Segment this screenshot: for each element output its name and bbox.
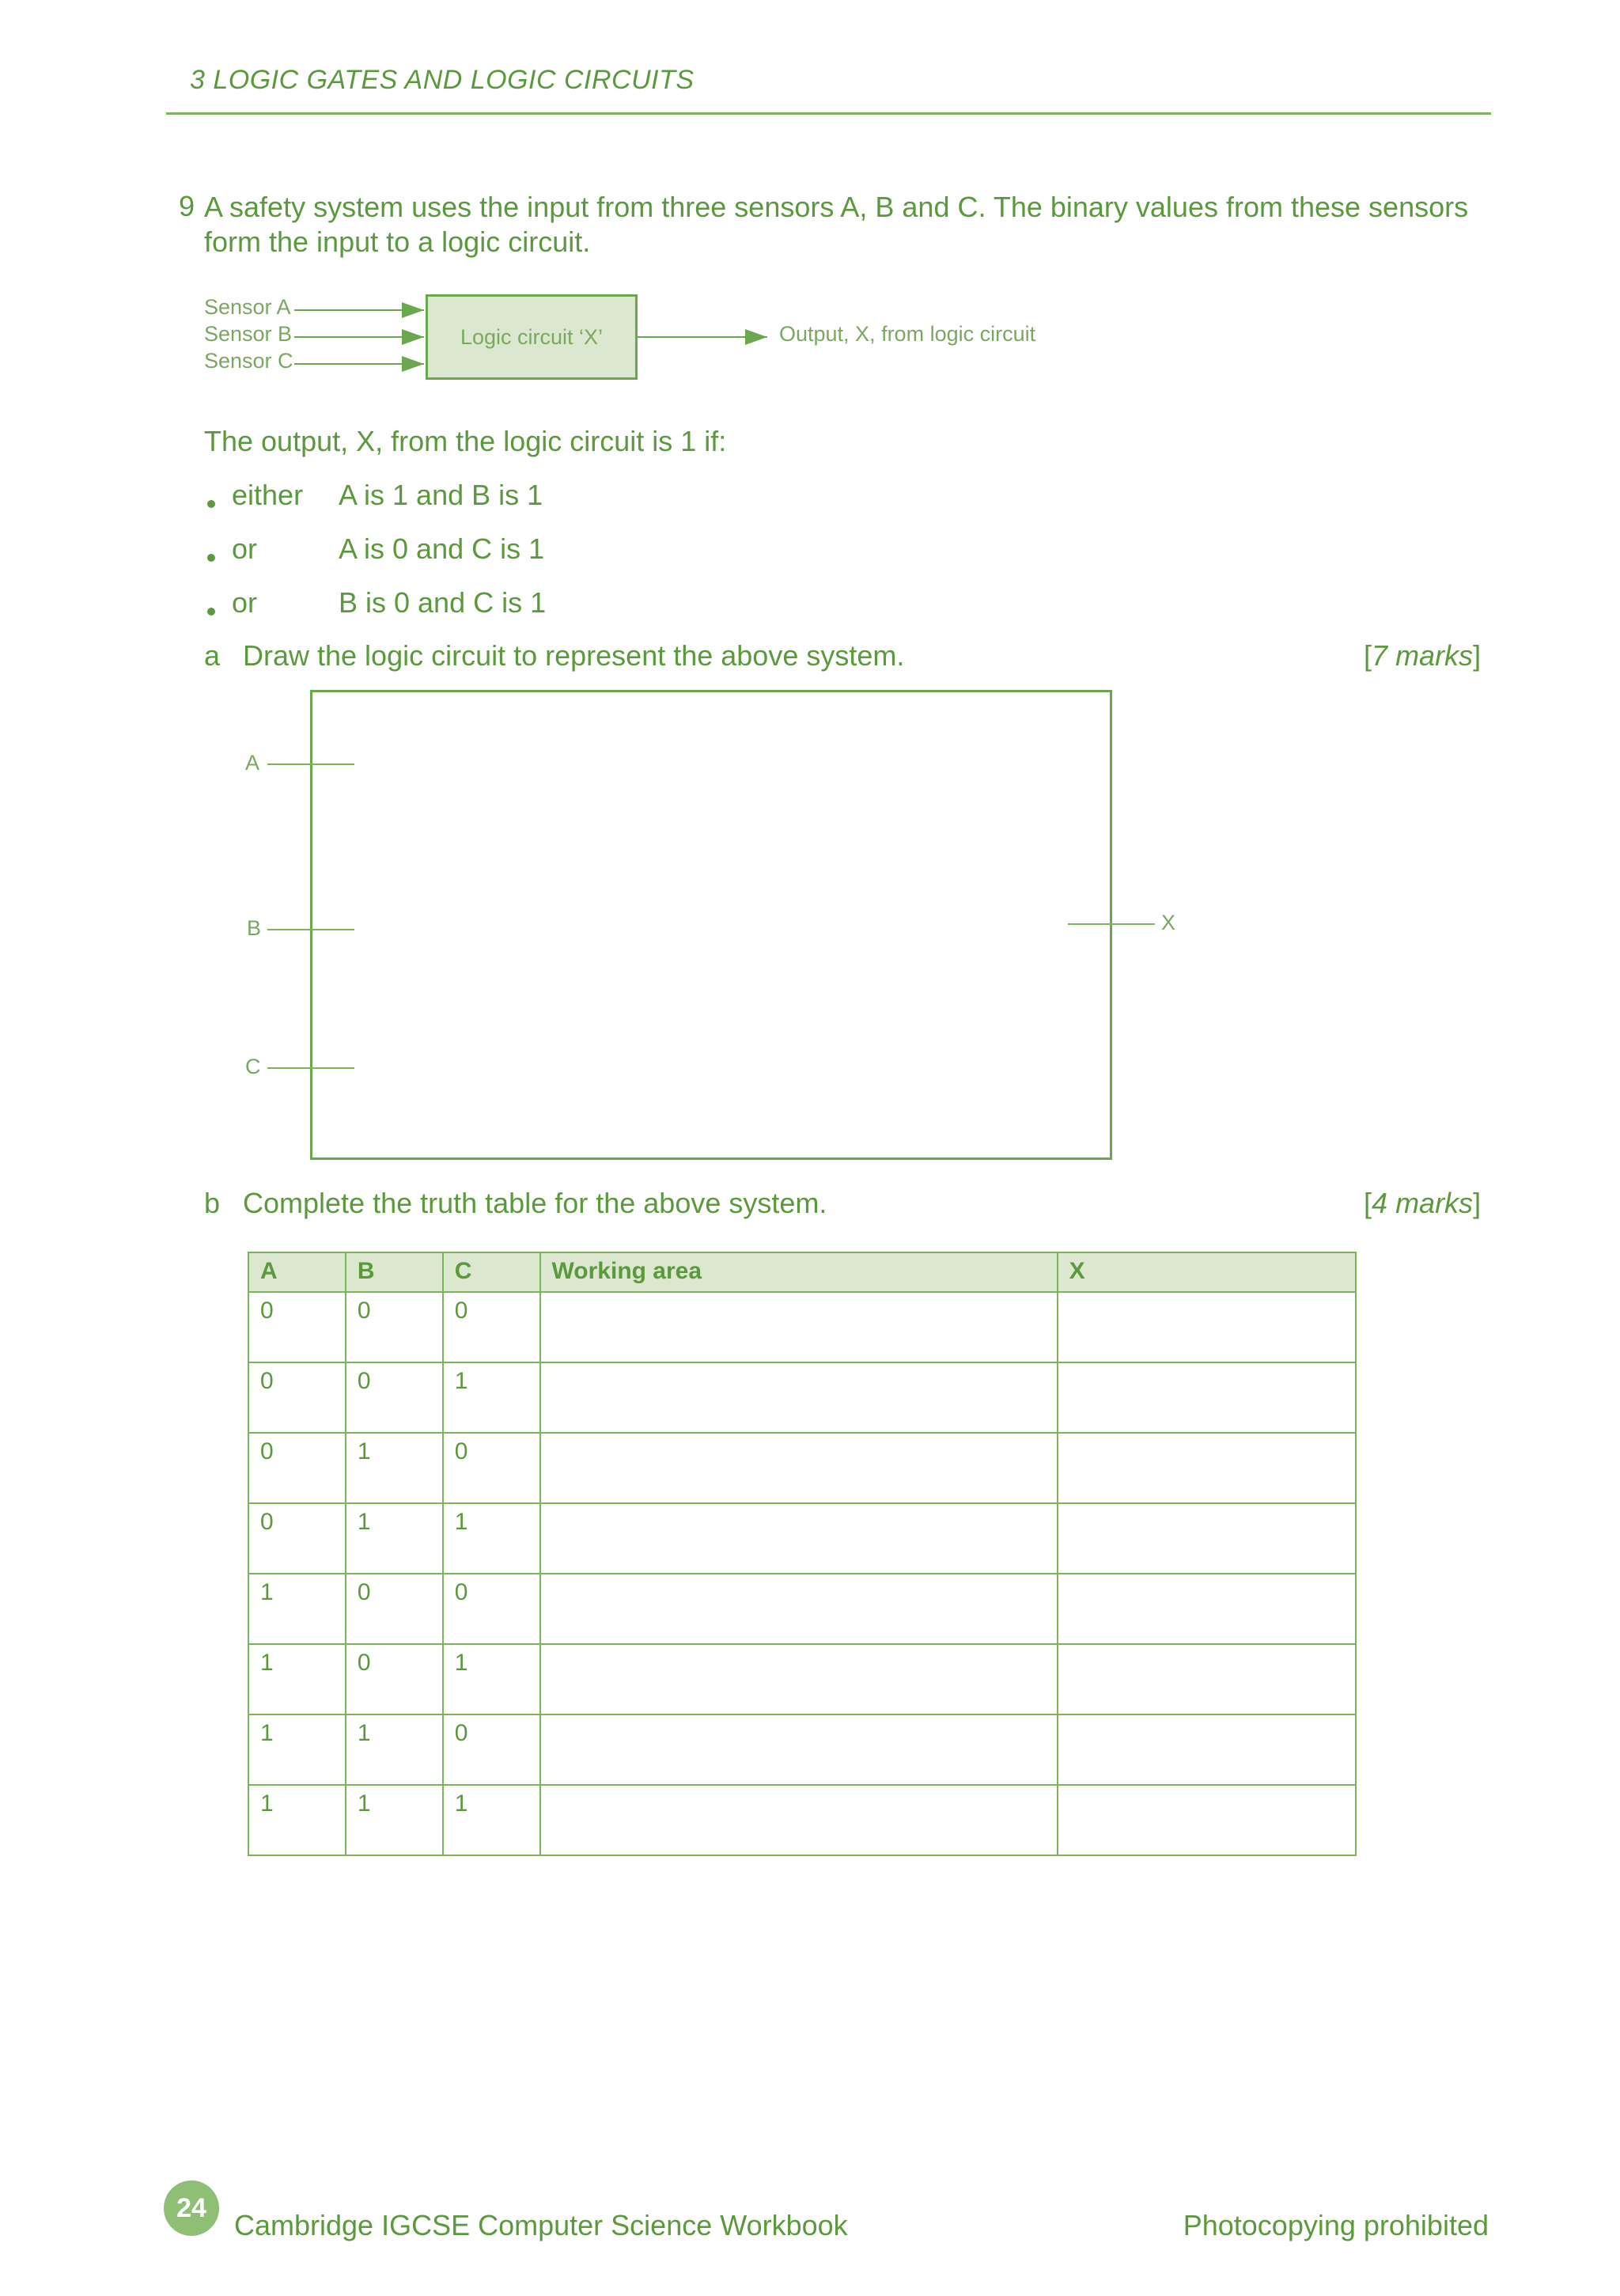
cell-c: 1 xyxy=(443,1644,540,1714)
sensor-a-label: Sensor A xyxy=(204,295,291,319)
input-a-label: A xyxy=(245,751,260,775)
part-a-marks-word: marks xyxy=(1395,639,1474,672)
cell-c: 1 xyxy=(443,1362,540,1433)
sensor-c-label: Sensor C xyxy=(204,349,293,373)
table-row xyxy=(248,1433,1356,1503)
cell-working-area[interactable] xyxy=(540,1433,1058,1503)
cell-b: 0 xyxy=(346,1362,443,1433)
part-b-marks-word: marks xyxy=(1395,1187,1474,1219)
input-c-label: C xyxy=(245,1055,261,1078)
header-a: A xyxy=(248,1252,346,1292)
cell-working-area[interactable] xyxy=(540,1785,1058,1855)
cell-c: 0 xyxy=(443,1292,540,1362)
part-b-text: Complete the truth table for the above system. xyxy=(243,1187,827,1219)
output-label: Output, X, from logic circuit xyxy=(779,322,1036,346)
part-a-marks-number: 7 xyxy=(1372,639,1388,672)
question-number: 9 xyxy=(179,190,195,222)
cell-a: 1 xyxy=(248,1785,346,1855)
cell-b: 0 xyxy=(346,1644,443,1714)
part-a-marks: [7 marks] xyxy=(1364,639,1482,672)
table-row xyxy=(248,1644,1356,1714)
cell-x[interactable] xyxy=(1058,1714,1356,1785)
cell-b: 0 xyxy=(346,1292,443,1362)
cell-a: 0 xyxy=(248,1503,346,1574)
cell-c: 0 xyxy=(443,1433,540,1503)
table-row xyxy=(248,1362,1356,1433)
cell-b: 1 xyxy=(346,1503,443,1574)
output-x-label: X xyxy=(1161,911,1176,934)
cell-x[interactable] xyxy=(1058,1292,1356,1362)
sensor-b-label: Sensor B xyxy=(204,322,293,346)
condition-text: A is 1 and B is 1 xyxy=(339,479,543,511)
condition-word: either xyxy=(232,479,304,511)
cell-x[interactable] xyxy=(1058,1362,1356,1433)
cell-x[interactable] xyxy=(1058,1785,1356,1855)
header-c: C xyxy=(443,1252,540,1292)
table-row xyxy=(248,1785,1356,1855)
part-a-letter: a xyxy=(204,639,221,672)
cell-working-area[interactable] xyxy=(540,1714,1058,1785)
logic-circuit-label: Logic circuit ‘X’ xyxy=(460,324,604,349)
cell-b: 1 xyxy=(346,1433,443,1503)
cell-a: 1 xyxy=(248,1574,346,1644)
condition-text: B is 0 and C is 1 xyxy=(339,586,547,619)
input-b-label: B xyxy=(247,916,262,940)
cell-c: 1 xyxy=(443,1503,540,1574)
part-b-marks: [4 marks] xyxy=(1364,1187,1482,1219)
cell-b: 1 xyxy=(346,1785,443,1855)
cell-x[interactable] xyxy=(1058,1433,1356,1503)
table-row xyxy=(248,1503,1356,1574)
page-number-badge: 24 xyxy=(164,2180,219,2236)
question-text: A safety system uses the input from three sensors A, B and C. The binary values from these sensors form the input to a logic circuit. xyxy=(204,191,1469,258)
cell-a: 1 xyxy=(248,1714,346,1785)
cell-a: 0 xyxy=(248,1433,346,1503)
cell-x[interactable] xyxy=(1058,1574,1356,1644)
part-a-text: Draw the logic circuit to represent the above system. xyxy=(243,639,905,672)
cell-b: 1 xyxy=(346,1714,443,1785)
cell-b: 0 xyxy=(346,1574,443,1644)
cell-a: 1 xyxy=(248,1644,346,1714)
cell-x[interactable] xyxy=(1058,1644,1356,1714)
table-row xyxy=(248,1714,1356,1785)
conditions-intro: The output, X, from the logic circuit is 1 if: xyxy=(204,425,727,457)
truth-table xyxy=(248,1252,1357,1856)
cell-x[interactable] xyxy=(1058,1503,1356,1574)
footer-notice: Photocopying prohibited xyxy=(1183,2209,1489,2241)
cell-working-area[interactable] xyxy=(540,1574,1058,1644)
cell-working-area[interactable] xyxy=(540,1644,1058,1714)
cell-a: 0 xyxy=(248,1292,346,1362)
condition-text: A is 0 and C is 1 xyxy=(339,532,545,565)
part-b-marks-number: 4 xyxy=(1372,1187,1388,1219)
header-b: B xyxy=(346,1252,443,1292)
cell-c: 0 xyxy=(443,1714,540,1785)
cell-working-area[interactable] xyxy=(540,1503,1058,1574)
truth-table-header-row xyxy=(248,1252,1356,1292)
part-b-letter: b xyxy=(204,1187,221,1219)
cell-working-area[interactable] xyxy=(540,1362,1058,1433)
condition-word: or xyxy=(232,532,258,565)
table-row xyxy=(248,1574,1356,1644)
chapter-header: 3 LOGIC GATES AND LOGIC CIRCUITS xyxy=(190,65,695,95)
footer-book-title: Cambridge IGCSE Computer Science Workbook xyxy=(234,2209,848,2241)
cell-c: 1 xyxy=(443,1785,540,1855)
cell-working-area[interactable] xyxy=(540,1292,1058,1362)
header-working-area: Working area xyxy=(540,1252,1058,1292)
header-x: X xyxy=(1058,1252,1356,1292)
cell-c: 0 xyxy=(443,1574,540,1644)
condition-word: or xyxy=(232,586,258,619)
table-row xyxy=(248,1292,1356,1362)
cell-a: 0 xyxy=(248,1362,346,1433)
